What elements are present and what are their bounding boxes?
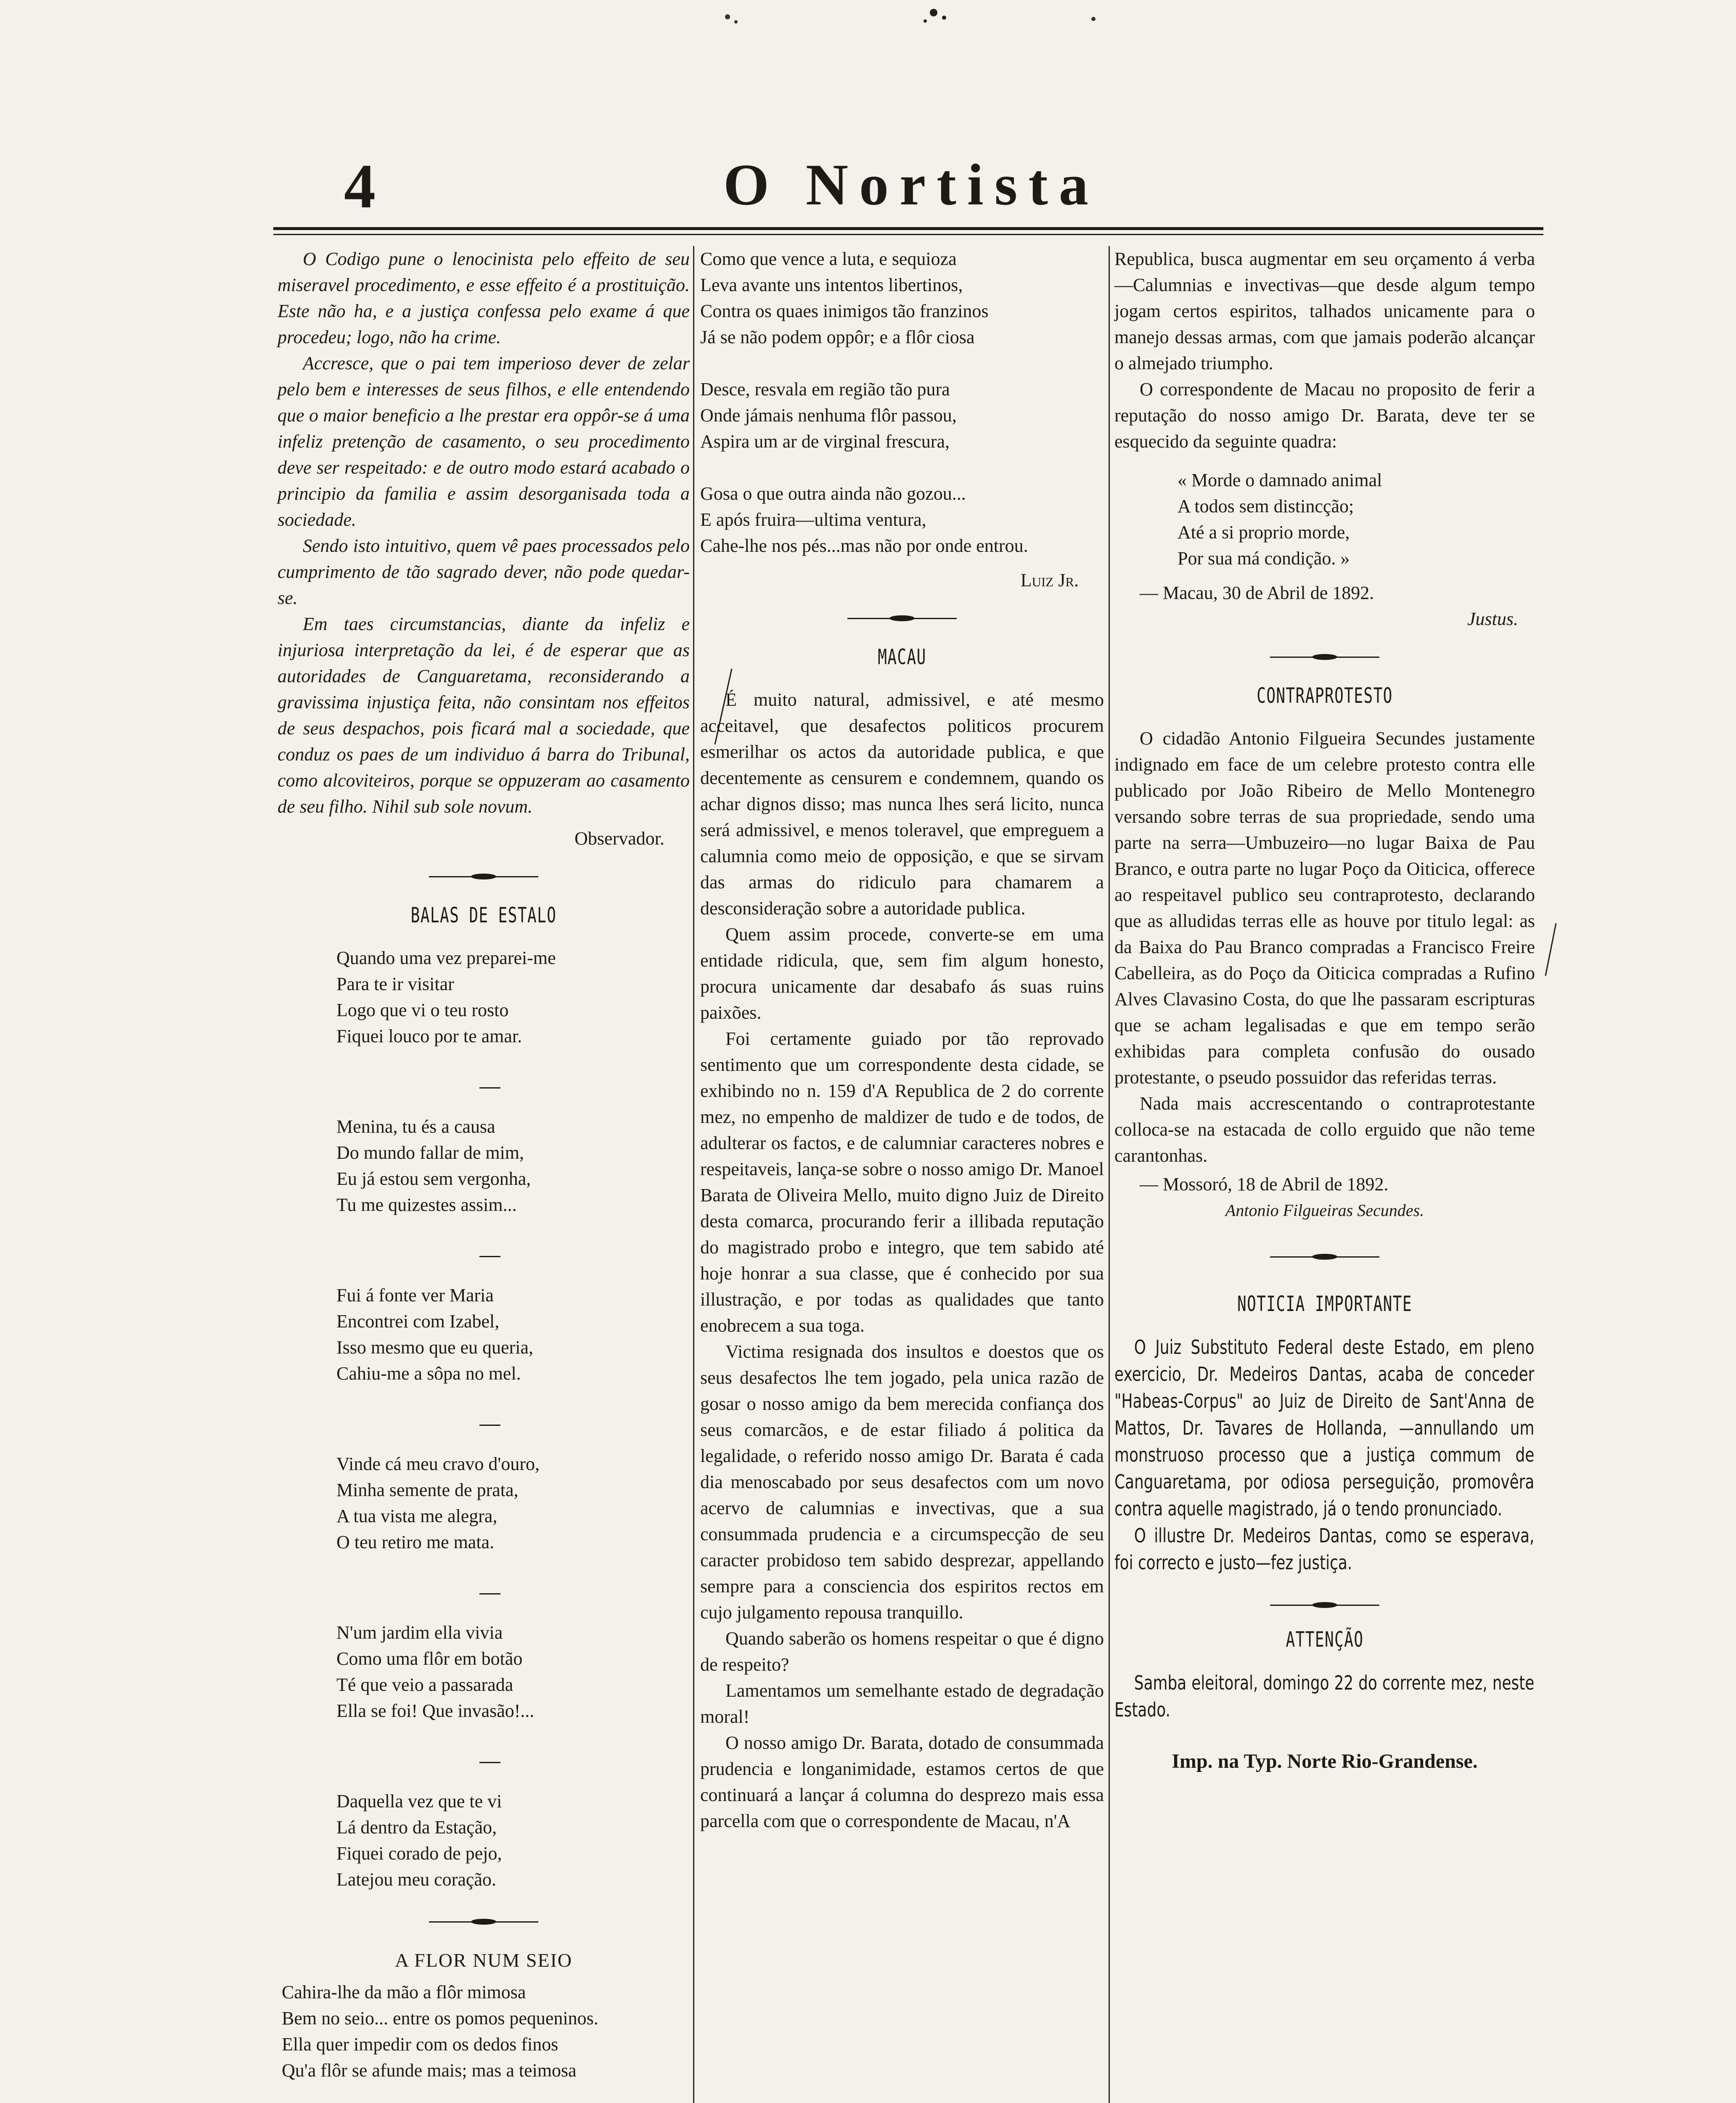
dateline: — Mossoró, 18 de Abril de 1892. [1140,1174,1389,1195]
poem-stanza [336,1114,690,1218]
poem-flor-continued [700,246,1104,559]
poem-line: Menina, tu és a causa [336,1116,495,1137]
article-paragraph: Republica, busca augmentar em seu orçamento á verba—Calumnias e invectivas—que desde algum tempo jogam certos espiritos, talhados unicamente para o manejo dessas armas, com que jamais poderão alcançar o almejado triumpho. [1114,249,1535,373]
poem-line: Ella se foi! Que invasão!... [336,1700,535,1721]
column-2 [700,246,1104,1834]
poem-line: Cahe-lhe nos pés...mas não por onde entrou. [700,535,1028,556]
poem-line: Fiquei louco por te amar. [336,1026,522,1046]
poem-line: « Morde o damnado animal [1178,470,1382,490]
poem-author: Luiz Jr. [1020,570,1079,591]
notice-paragraph: Samba eleitoral, domingo 22 do corrente mez, neste Estado. [1114,1671,1535,1721]
stanza-dash [479,1087,500,1089]
article-paragraph: Foi certamente guiado por tão reprovado sentimento que um correspondente desta cidade, se exhibindo no n. 159 d'A Republica de 2 do corrente mez, no empenho de maldizer de tudo e de todos, de adulterar os factos, e de calumniar caracteres nobres e respeitaveis, lança-se sobre o nosso amigo Dr. Manoel Barata de Oliveira Mello, muito digno Juiz de Direito desta comarca, procurando ferir a illibada reputação do magistrado probo e integro, que tem sabido até hoje honrar a sua classe, que é conhecido por sua illustração, e por todas as qualidades que tanto enobrecem a sua toga. [700,1028,1104,1336]
ornament-divider [278,864,690,890]
poem-line: Fui á fonte ver Maria [336,1285,494,1306]
ornament-divider [1114,645,1535,670]
header-rule-thin [273,234,1543,235]
notice-paragraph: O illustre Dr. Medeiros Dantas, como se esperava, foi correcto e justo—fez justiça. [1114,1524,1535,1574]
poem-line: Latejou meu coração. [336,1869,496,1890]
column-3 [1114,246,1535,1775]
article-paragraph: Em taes circumstancias, diante da infeliz e injuriosa interpretação da lei, é de esperar que as autoridades de Canguaretama, reconsiderando a gravissima injustiça feita, não consintam nos effeitos de seus despachos, pois ficará mal a sociedade, que conduz os paes de um individuo á barra do Tribunal, como alcoviteiros, porque se oppuzeram ao casamento de seu filho. Nihil sub sole novum. [278,614,690,817]
column-divider [1109,246,1110,2103]
section-heading-balas: BALAS DE ESTALO [410,903,557,927]
article-paragraph: Lamentamos um semelhante estado de degradação moral! [700,1680,1104,1727]
article-paragraph: Accresce, que o pai tem imperioso dever de zelar pelo bem e interesses de seus filhos, e elle entendendo que o maior beneficio a lhe prestar era oppôr-se á uma infeliz pretenção de casamento, o seu procedimento deve ser respeitado: e de outro modo estará acabado o principio da familia e assim desorganisada toda a sociedade. [278,353,690,530]
poem-flor [278,1979,690,2084]
article-paragraph: Nada mais accrescentando o contraprotestante colloca-se na estacada de collo erguido que não teme carantonhas. [1114,1093,1535,1166]
poem-line: A todos sem distincção; [1178,496,1354,516]
article-signature: Antonio Filgueiras Secundes. [1225,1201,1424,1220]
poem-line: Até a si proprio morde, [1178,522,1350,543]
poem-stanza [336,1282,690,1387]
poem-line: Isso mesmo que eu queria, [336,1337,533,1358]
ornament-divider [1114,1593,1535,1618]
column-1 [278,246,690,2084]
poem-line: Lá dentro da Estação, [336,1817,497,1838]
poem-line: Vinde cá meu cravo d'ouro, [336,1454,540,1474]
ink-mark [1539,921,1564,980]
poem-line: Bem no seio... entre os pomos pequeninos. [282,2008,598,2029]
poem-line: Do mundo fallar de mim, [336,1142,524,1163]
poem-line: Cahiu-me a sôpa no mel. [336,1363,521,1384]
article-paragraph: O nosso amigo Dr. Barata, dotado de consummada prudencia e longanimidade, estamos certos de que continuará a lançar á columna do desprezo mais essa parcella com que o correspondente de Macau, n'A [700,1732,1104,1831]
poem-stanza [336,945,690,1049]
column-divider [693,246,694,2103]
section-heading-macau: MACAU [878,645,926,669]
poem-line: Minha semente de prata, [336,1480,519,1500]
article-paragraph: O correspondente de Macau no proposito de ferir a reputação do nosso amigo Dr. Barata, deve ter se esquecido da seguinte quadra: [1114,379,1535,452]
poem-line: Já se não podem oppôr; e a flôr ciosa [700,327,975,347]
article-paragraph: Victima resignada dos insultos e doestos que os seus desafectos lhe tem jogado, pela unica razão de gosar o nosso amigo da bem merecida confiança dos seus comarcãos, e de estar filiado á politica da legalidade, o referido nosso amigo Dr. Barata é cada dia menoscabado por seus desafectos com um novo acervo de calumnias e invectivas, que a sua consummada prudencia e a circumspecção de seu caracter probidoso tem sabido desprezar, appellando sempre para a consciencia dos espiritos rectos em cujo julgamento repousa tranquillo. [700,1341,1104,1623]
poem-title-flor: A FLOR NUM SEIO [394,1949,573,1971]
poem-line: Ella quer impedir com os dedos finos [282,2034,558,2055]
stanza-dash [479,1256,500,1257]
ornament-divider [700,606,1104,631]
page-number: 4 [344,151,376,221]
masthead-title: O Nortista [723,152,1099,217]
poem-stanza [336,1451,690,1555]
article-paragraph: O Codigo pune o lenocinista pelo effeito de seu miseravel procedimento, e esse effeito é a prostituição. Este não ha, e a justiça confessa pelo exame á que procedeu; logo, não ha crime. [278,249,690,347]
poem-line: Fiquei corado de pejo, [336,1843,502,1864]
dateline: — Macau, 30 de Abril de 1892. [1140,583,1374,603]
poem-line: Té que veio a passarada [336,1674,513,1695]
poem-line: Como uma flôr em botão [336,1648,523,1669]
poem-line: Eu já estou sem vergonha, [336,1168,531,1189]
notice-body [1114,1669,1534,1723]
poem-line: Desce, resvala em região tão pura [700,379,950,400]
notice-body [1114,1334,1534,1576]
ink-mark [707,665,740,749]
poem-line: Leva avante uns intentos libertinos, [700,275,963,295]
poem-line: Cahira-lhe da mão a flôr mimosa [282,1982,526,2002]
article-paragraph: Sendo isto intuitivo, quem vê paes processados pelo cumprimento de tão sagrado dever, não pode quedar-se. [278,535,690,608]
poem-line: Gosa o que outra ainda não gozou... [700,483,966,504]
ink-specks [631,0,1135,38]
section-heading-contraprotesto: CONTRAPROTESTO [1257,683,1393,708]
poem-line: A tua vista me alegra, [336,1506,498,1526]
poem-line: Qu'a flôr se afunde mais; mas a teimosa [282,2060,577,2081]
poem-line: O teu retiro me mata. [336,1532,495,1552]
poem-line: E após fruira—ultima ventura, [700,509,926,530]
header-rule [273,227,1543,230]
poem-line: Por sua má condição. » [1178,548,1350,569]
poem-line: Como que vence a luta, e sequioza [700,249,957,269]
poem-line: Contra os quaes inimigos tão franzinos [700,301,989,321]
stanza-dash [479,1762,500,1763]
spacer [1114,1723,1535,1748]
poem-stanza [700,376,1104,455]
section-heading-attencao: ATTENÇÃO [1286,1627,1364,1652]
poem-line: Onde jámais nenhuma flôr passou, [700,405,957,426]
ornament-divider [278,1910,690,1935]
poem-line: N'um jardim ella vivia [336,1622,503,1643]
article-paragraph: É muito natural, admissivel, e até mesmo acceitavel, que desafectos politicos procurem esmerilhar os actos da autoridade publica, e que decentemente as censurem e condemnem, quando os achar dignos disso; mas nunca lhes será licito, nunca será admissivel, e menos toleravel, que empreguem a calumnia como meio de opposição, e que se sirvam das armas do ridiculo para chamarem a desconsideração sobre a autoridade publica. [700,689,1104,919]
article-paragraph: Quem assim procede, converte-se em uma entidade ridicula, que, sem fim algum honesto, procura unicamente dar desabafo ás suas ruins paixões. [700,924,1104,1023]
stanza-dash [479,1593,500,1594]
poem-stanza [336,1788,690,1893]
poem-stanza [336,1620,690,1724]
article-signature: Justus. [1467,609,1518,629]
imprint: Imp. na Typ. Norte Rio-Grandense. [1172,1750,1478,1772]
notice-paragraph: O Juiz Substituto Federal deste Estado, em pleno exercicio, Dr. Medeiros Dantas, acaba de conceder "Habeas-Corpus" ao Juiz de Direito de Sant'Anna de Mattos, Dr. Tavares de Hollanda, —annullando um monstruoso processo que a justiça commum de Canguaretama, por odiosa perseguição, promovêra contra aquelle magistrado, já o tendo pronunciado. [1114,1336,1535,1520]
ornament-divider [1114,1245,1535,1270]
poem-line: Aspira um ar de virginal frescura, [700,431,950,452]
article-paragraph: Quando saberão os homens respeitar o que é digno de respeito? [700,1628,1104,1675]
quadra-verse [1178,467,1535,572]
poem-line: Quando uma vez preparei-me [336,948,556,968]
section-heading-noticia: NOTICIA IMPORTANTE [1237,1292,1413,1316]
article-signature: Observador. [574,828,664,849]
poem [336,945,690,1893]
poem-line: Logo que vi o teu rosto [336,1000,509,1020]
poem-line: Tu me quizestes assim... [336,1195,517,1215]
poem-line: Daquella vez que te vi [336,1791,502,1812]
poem-line: Encontrei com Izabel, [336,1311,500,1332]
poem-stanza [700,246,1104,350]
article-paragraph: O cidadão Antonio Filgueira Secundes justamente indignado em face de um celebre protesto contra elle publicado por João Ribeiro de Mello Montenegro versando sobre terras de sua propriedade, sendo uma parte na serra—Umbuzeiro—no lugar Baixa de Pau Branco, e outra parte no lugar Poço da Oiticica, offerece ao respeitavel publico seu contraprotesto, declarando que as alludidas terras elle as houve por titulo legal: as da Baixa do Pau Branco compradas a Francisco Freire Cabelleira, as do Poço da Oiticica compradas a Rufino Alves Clavasino Costa, do que lhe passaram escripturas que se acham legalisadas e que em tempo serão exhibidas para completa confusão do ousado protestante, o pseudo possuidor das referidas terras. [1114,728,1535,1088]
poem-stanza [700,481,1104,559]
stanza-dash [479,1425,500,1426]
poem-line: Para te ir visitar [336,974,454,994]
